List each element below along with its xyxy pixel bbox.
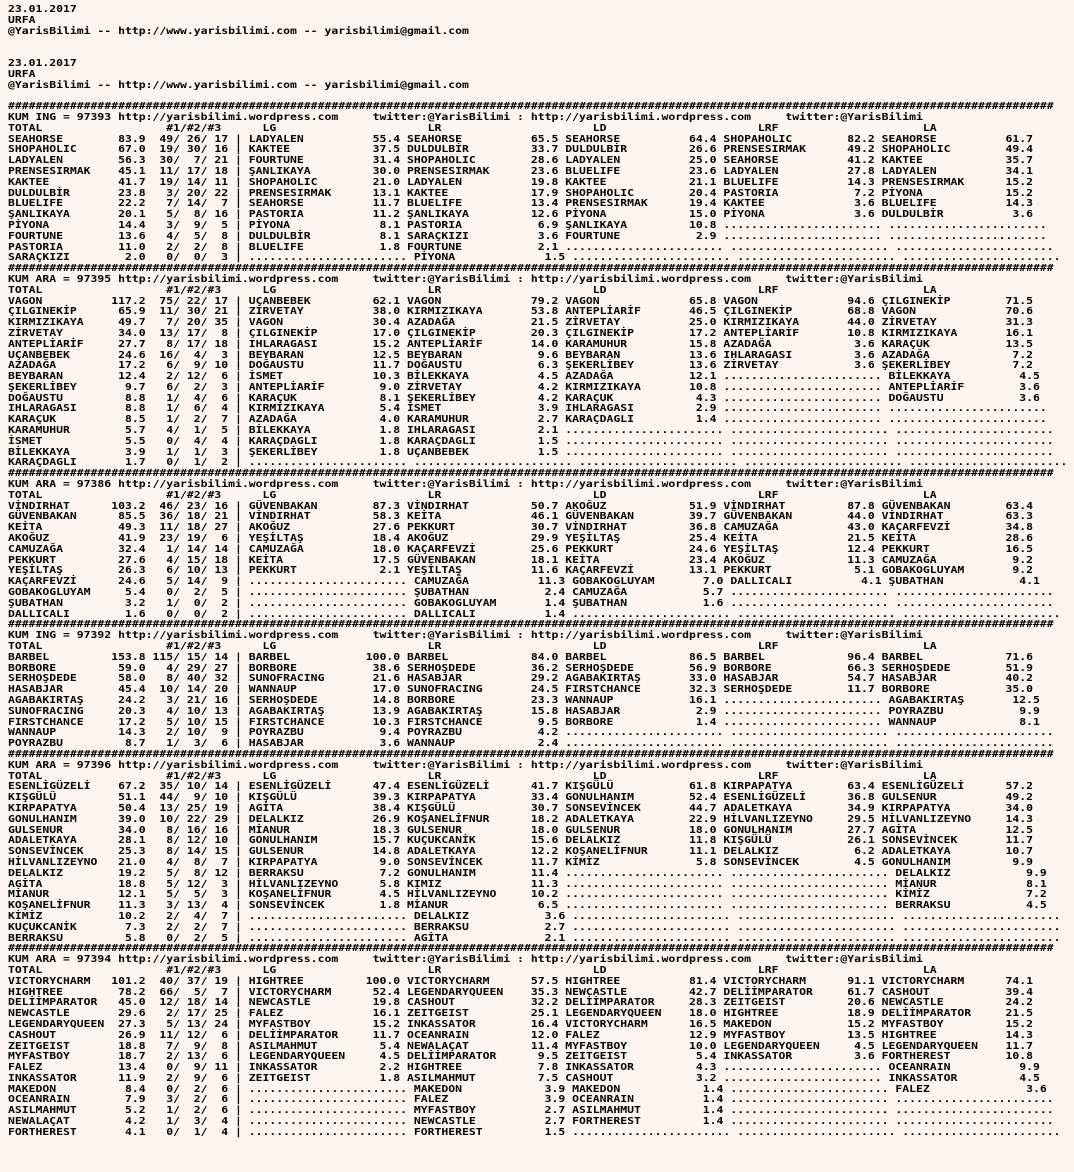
result-row: ASILMAHMUT 5.2 1/ 2/ 6 | ....................... MYFASTBOY 2.7 ASILMAHMUT 1.4 ....................... ....................... [8, 1105, 1054, 1117]
column-header-line: TOTAL #1/#2/#3 LG LR LD LRF LA [8, 964, 937, 976]
result-row: AGİTA 18.8 5/ 12/ 3 | HİLVANLIZEYNO 5.8 KIMIZ 11.3 ....................... ....................... MİANUR 8.1 [8, 878, 1047, 890]
result-row: DELİİMPARATOR 45.0 12/ 18/ 14 | NEWCASTLE 19.8 CASHOUT 32.2 DELİİMPARATOR 28.3 ZEITGEIST 20.6 NEWCASTLE 24.2 [8, 997, 1034, 1009]
result-row: AKOĞUZ 41.9 23/ 19/ 6 | YEŞİLTAŞ 18.4 AKOĞUZ 29.9 YEŞİLTAŞ 25.4 KEİTA 21.5 KEİTA 28.6 [8, 533, 1034, 545]
race-header-line: KUM ING = 97393 http://yarisbilimi.wordpress.com twitter:@YarisBilimi : http://yarisbilimi.wordpress.com twitter:@YarisBilimi [8, 111, 923, 123]
result-row: SONSEVİNCEK 25.3 8/ 14/ 15 | GULSENUR 14.8 ADALETKAYA 12.2 KOŞANELİFNUR 11.1 DELALKIZ 6.2 ADALETKAYA 10.7 [8, 846, 1034, 858]
result-row: SUNOFRACING 20.3 4/ 10/ 13 | AGABAKIRTAŞ 13.9 AGABAKIRTAŞ 15.8 HASABJAR 2.9 ....................... POYRAZBU 9.9 [8, 705, 1040, 717]
blank-line [8, 48, 1067, 59]
result-row: KARAMUHUR 5.7 4/ 1/ 5 | BİLEKKAYA 1.8 IHLARAGASI 2.1 ....................... ....................... ....................... [8, 425, 1054, 437]
result-row: HİLVANLIZEYNO 21.0 4/ 8/ 7 | KIRPAPATYA 9.0 SONSEVİNCEK 11.7 KİMİZ 5.8 SONSEVİNCEK 4.5 GONULHANIM 9.9 [8, 856, 1034, 868]
result-row: DULDULBİR 23.8 3/ 20/ 22 | PRENSESIRMAK 13.1 KAKTEE 17.9 SHOPAHOLIC 20.4 PASTORIA 7.2 PİYONA 15.2 [8, 187, 1034, 199]
result-row: ZİRVETAY 34.0 13/ 17/ 8 | ÇILGINEKİP 17.0 ÇILGINEKİP 20.3 ÇILGINEKİP 17.2 ANTEPLİARİF 10.8 KIRMIZIKAYA 16.1 [8, 327, 1034, 339]
result-row: GONULHANIM 39.0 10/ 22/ 29 | DELALKIZ 26.9 KOŞANELİFNUR 18.2 ADALETKAYA 22.9 HİLVANLIZEYNO 29.5 HİLVANLIZEYNO 14.3 [8, 813, 1034, 825]
result-row: PRENSESIRMAK 45.1 11/ 17/ 18 | ŞANLIKAYA 30.0 PRENSESIRMAK 23.6 BLUELIFE 23.6 LADYALEN 27.8 LADYALEN 34.1 [8, 165, 1034, 177]
result-row: PİYONA 14.4 3/ 9/ 5 | PİYONA 8.1 PASTORIA 6.9 ŞANLIKAYA 10.8 ....................... ....................... [8, 219, 1047, 231]
result-row: İSMET 5.5 0/ 4/ 4 | KARAÇDAGLI 1.8 KARAÇDAGLI 1.5 ....................... ....................... ....................... [8, 435, 1054, 447]
result-row: SARAÇKIZI 2.0 0/ 0/ 3 | ....................... PİYONA 1.5 ....................... ....................... ....................... [8, 252, 1061, 264]
result-row: VAGON 117.2 75/ 22/ 17 | UÇANBEBEK 62.1 VAGON 79.2 VAGON 65.8 VAGON 94.6 ÇILGINEKİP 71.5 [8, 295, 1034, 307]
result-row: CAMUZAĞA 32.4 1/ 14/ 14 | CAMUZAĞA 18.0 KAÇARFEVZİ 25.6 PEKKURT 24.6 YEŞİLTAŞ 12.4 PEKKURT 16.5 [8, 543, 1034, 555]
result-row: UÇANBEBEK 24.6 16/ 4/ 3 | BEYBARAN 12.5 BEYBARAN 9.6 BEYBARAN 13.6 IHLARAGASI 3.6 AZADAĞA 7.2 [8, 349, 1034, 361]
result-row: LEGENDARYQUEEN 27.3 5/ 13/ 24 | MYFASTBOY 15.2 INKASSATOR 16.4 VICTORYCHARM 16.5 MAKEDON 15.2 MYFASTBOY 15.2 [8, 1018, 1034, 1030]
result-row: AZADAĞA 17.2 6/ 9/ 10 | DOĞAUSTU 11.7 DOĞAUSTU 6.3 ŞEKERLİBEY 13.6 ZİRVETAY 3.6 ŞEKERLİBEY 7.2 [8, 360, 1034, 372]
result-row: IHLARAGASI 8.8 1/ 6/ 4 | KIRMIZIKAYA 5.4 İSMET 3.9 IHLARAGASI 2.9 ....................... ....................... [8, 403, 1047, 415]
result-row: HASABJAR 45.4 10/ 14/ 20 | WANNAUP 17.0 SUNOFRACING 24.5 FIRSTCHANCE 32.3 SERHOŞDEDE 11.7 BORBORE 35.0 [8, 684, 1034, 696]
race-header-line: KUM ING = 97392 http://yarisbilimi.wordpress.com twitter:@YarisBilimi : http://yarisbilimi.wordpress.com twitter:@YarisBilimi [8, 630, 923, 642]
result-row: AGABAKIRTAŞ 24.2 3/ 21/ 16 | SERHOŞDEDE 14.8 BORBORE 23.3 WANNAUP 16.1 ....................... AGABAKIRTAŞ 12.5 [8, 695, 1040, 706]
result-row: VİNDIRHAT 103.2 46/ 23/ 16 | GÜVENBAKAN 87.3 VİNDIRHAT 50.7 AKOĞUZ 51.9 VİNDIRHAT 87.8 GÜVENBAKAN 63.4 [8, 500, 1034, 512]
result-row: NEWCASTLE 29.6 2/ 17/ 25 | FALEZ 16.1 ZEITGEIST 25.1 LEGENDARYQUEEN 18.0 HIGHTREE 18.9 DELİİMPARATOR 21.5 [8, 1008, 1034, 1020]
result-row: ADALETKAYA 28.1 8/ 12/ 10 | GONULHANIM 15.7 KUÇUKCANİK 15.6 DELALKIZ 11.8 KIŞGÜLÜ 26.1 SONSEVİNCEK 11.7 [8, 835, 1034, 847]
report-header-line: @YarisBilimi -- http://www.yarisbilimi.com -- yarisbilimi@gmail.com [8, 25, 469, 37]
report-header-line: @YarisBilimi -- http://www.yarisbilimi.com -- yarisbilimi@gmail.com [8, 79, 469, 91]
result-row: BORBORE 59.0 4/ 29/ 27 | BORBORE 38.6 SERHOŞDEDE 36.2 SERHOŞDEDE 56.9 BORBORE 66.3 SERHOŞDEDE 51.9 [8, 662, 1034, 674]
result-row: KOŞANELİFNUR 11.3 3/ 13/ 4 | SONSEVİNCEK 1.8 MİANUR 6.5 ....................... ....................... BERRAKSU 4.5 [8, 900, 1047, 912]
result-row: DELALKIZ 19.2 5/ 8/ 12 | BERRAKSU 7.2 GONULHANIM 11.4 ....................... ....................... DELALKIZ 9.9 [8, 867, 1047, 879]
race-header-line: KUM ARA = 97395 http://yarisbilimi.wordpress.com twitter:@YarisBilimi : http://yarisbilimi.wordpress.com twitter:@YarisBilimi [8, 273, 923, 285]
race-header-line: KUM ARA = 97396 http://yarisbilimi.wordpress.com twitter:@YarisBilimi : http://yarisbilimi.wordpress.com twitter:@YarisBilimi [8, 759, 923, 771]
result-row: KIRPAPATYA 50.4 13/ 25/ 19 | AGİTA 38.4 KIŞGÜLÜ 30.7 SONSEVİNCEK 44.7 ADALETKAYA 34.9 KIRPAPATYA 34.0 [8, 802, 1034, 814]
report-date: 23.01.2017 [8, 4, 77, 15]
result-row: NEWALAÇAT 4.2 1/ 3/ 4 | ....................... NEWCASTLE 2.7 FORTHEREST 1.4 ....................... ....................... [8, 1116, 1054, 1128]
result-row: YEŞİLTAŞ 26.3 6/ 10/ 13 | PEKKURT 2.1 YEŞİLTAŞ 11.6 KAÇARFEVZİ 13.1 PEKKURT 5.1 GOBAKOGLUYAM 9.2 [8, 565, 1034, 577]
section-divider: ######################################################################################################################################################## [8, 619, 1054, 631]
section-divider: ######################################################################################################################################################## [8, 748, 1054, 760]
result-row: ANTEPLİARİF 27.7 8/ 17/ 18 | IHLARAGASI 15.2 ANTEPLİARİF 14.0 KARAMUHUR 15.8 AZADAĞA 3.6 KARAÇUK 13.5 [8, 338, 1034, 350]
result-row: GOBAKOGLUYAM 5.4 0/ 2/ 5 | ....................... ŞUBATHAN 2.4 CAMUZAĞA 5.7 ....................... ....................... [8, 587, 1054, 599]
result-row: ESENLİGÜZELİ 67.2 35/ 10/ 14 | ESENLİGÜZELİ 47.4 ESENLİGÜZELİ 41.7 KIŞGÜLÜ 61.8 KIRPAPATYA 63.4 ESENLİGÜZELİ 57.2 [8, 781, 1034, 793]
section-divider: ######################################################################################################################################################## [8, 468, 1054, 480]
result-row: SEAHORSE 83.9 49/ 26/ 17 | LADYALEN 55.4 SEAHORSE 65.5 SEAHORSE 64.4 SHOPAHOLIC 82.2 SEAHORSE 61.7 [8, 133, 1034, 145]
result-row: MİANUR 12.1 5/ 5/ 3 | KOŞANELİFNUR 4.5 HİLVANLIZEYNO 10.2 ....................... ....................... KİMİZ 7.2 [8, 889, 1047, 901]
result-row: KARAÇDAGLI 1.7 0/ 1/ 2 | ....................... ....................... ....................... ....................... ....................... [8, 457, 1068, 469]
result-row: KAÇARFEVZİ 24.6 5/ 14/ 9 | ....................... CAMUZAĞA 11.3 GOBAKOGLUYAM 7.0 DALLICALI 4.1 ŞUBATHAN 4.1 [8, 576, 1040, 588]
section-divider: ######################################################################################################################################################## [8, 943, 1054, 955]
column-header-line: TOTAL #1/#2/#3 LG LR LD LRF LA [8, 284, 937, 296]
race-header-line: KUM ARA = 97386 http://yarisbilimi.wordpress.com twitter:@YarisBilimi : http://yarisbilimi.wordpress.com twitter:@YarisBilimi [8, 479, 923, 491]
result-row: KAKTEE 41.7 19/ 14/ 11 | SHOPAHOLIC 21.0 LADYALEN 19.8 KAKTEE 21.1 BLUELIFE 14.3 PRENSESIRMAK 15.2 [8, 176, 1034, 188]
result-row: KARAÇUK 8.5 1/ 2/ 7 | AZADAĞA 4.0 KARAMUHUR 2.7 KARAÇDAGLI 1.4 ....................... ....................... [8, 414, 1047, 426]
result-row: ÇILGINEKİP 65.9 11/ 30/ 21 | ZİRVETAY 38.0 KIRMIZIKAYA 53.8 ANTEPLİARİF 46.5 ÇILGINEKİP 68.8 VAGON 70.6 [8, 306, 1034, 318]
column-header-line: TOTAL #1/#2/#3 LG LR LD LRF LA [8, 489, 937, 501]
result-row: MAKEDON 8.4 0/ 2/ 6 | ....................... MAKEDON 3.9 MAKEDON 1.4 ....................... FALEZ 3.6 [8, 1083, 1047, 1095]
race-header-line: KUM ARA = 97394 http://yarisbilimi.wordpress.com twitter:@YarisBilimi : http://yarisbilimi.wordpress.com twitter:@YarisBilimi [8, 954, 923, 966]
result-row: KIRMIZIKAYA 49.7 7/ 20/ 35 | VAGON 30.4 AZADAĞA 21.5 ZİRVETAY 25.0 KIRMIZIKAYA 44.0 ZİRVETAY 31.3 [8, 317, 1034, 329]
report-date: 23.01.2017 [8, 57, 77, 69]
result-row: KUÇUKCANİK 7.3 2/ 2/ 7 | ....................... BERRAKSU 2.7 ....................... ....................... ....................... [8, 921, 1061, 933]
result-row: HIGHTREE 78.2 66/ 5/ 7 | VICTORYCHARM 52.4 LEGENDARYQUEEN 35.3 NEWCASTLE 42.7 DELİİMPARATOR 61.7 CASHOUT 39.4 [8, 986, 1034, 998]
result-row: PEKKURT 27.6 4/ 15/ 18 | KEİTA 17.5 GÜVENBAKAN 18.1 KEİTA 23.4 AKOĞUZ 11.3 CAMUZAĞA 9.2 [8, 554, 1034, 566]
result-row: KİMİZ 10.2 2/ 4/ 7 | ....................... DELALKIZ 3.6 ....................... ....................... ....................... [8, 910, 1061, 922]
result-row: VICTORYCHARM 101.2 40/ 37/ 19 | HIGHTREE 100.0 VICTORYCHARM 57.5 HIGHTREE 81.4 VICTORYCHARM 91.1 VICTORYCHARM 74.1 [8, 975, 1034, 987]
result-row: ZEITGEIST 18.8 7/ 9/ 8 | ASILMAHMUT 5.4 NEWALAÇAT 11.4 MYFASTBOY 10.0 LEGENDARYQUEEN 4.5 LEGENDARYQUEEN 11.7 [8, 1040, 1034, 1052]
result-row: WANNAUP 14.3 2/ 10/ 9 | POYRAZBU 9.4 POYRAZBU 4.2 ....................... ....................... ....................... [8, 727, 1054, 739]
result-row: ŞEKERLİBEY 9.7 6/ 2/ 3 | ANTEPLİARİF 9.0 ZİRVETAY 4.2 KIRMIZIKAYA 10.8 ....................... ANTEPLİARİF 3.6 [8, 381, 1040, 393]
result-row: FIRSTCHANCE 17.2 5/ 10/ 15 | FIRSTCHANCE 10.3 FIRSTCHANCE 9.5 BORBORE 1.4 ....................... WANNAUP 8.1 [8, 716, 1040, 728]
result-row: FALEZ 13.4 0/ 9/ 11 | INKASSATOR 2.2 HIGHTREE 7.8 INKASSATOR 4.3 ....................... OCEANRAIN 9.9 [8, 1062, 1040, 1074]
result-row: ŞUBATHAN 3.2 1/ 0/ 2 | ....................... GOBAKOGLUYAM 1.4 ŞUBATHAN 1.6 ....................... ....................... [8, 597, 1054, 609]
column-header-line: TOTAL #1/#2/#3 LG LR LD LRF LA [8, 122, 937, 134]
result-row: FORTHEREST 4.1 0/ 1/ 4 | ....................... FORTHEREST 1.5 ....................... ....................... ....................... [8, 1126, 1061, 1138]
result-row: DOĞAUSTU 8.8 1/ 4/ 6 | KARAÇUK 8.1 ŞEKERLİBEY 4.2 KARAÇUK 4.3 ....................... DOĞAUSTU 3.6 [8, 392, 1040, 404]
section-divider: ######################################################################################################################################################## [8, 101, 1054, 113]
result-row: GÜVENBAKAN 85.5 36/ 18/ 21 | VİNDIRHAT 58.3 KEİTA 46.1 GÜVENBAKAN 39.7 GÜVENBAKAN 44.0 VİNDIRHAT 63.3 [8, 511, 1034, 523]
report-header-line: URFA [8, 14, 36, 26]
result-row: SERHOŞDEDE 58.0 8/ 40/ 32 | SUNOFRACING 21.6 HASABJAR 29.2 AGABAKIRTAŞ 33.0 HASABJAR 54.7 HASABJAR 40.2 [8, 673, 1034, 685]
result-row: INKASSATOR 11.9 2/ 9/ 6 | ZEITGEIST 1.8 ASILMAHMUT 7.5 CASHOUT 3.2 ....................... INKASSATOR 4.5 [8, 1072, 1040, 1084]
result-row: DALLICALI 1.6 0/ 0/ 2 | ....................... DALLICALI 1.4 ....................... ....................... ....................... [8, 608, 1061, 620]
result-row: BİLEKKAYA 3.9 1/ 1/ 3 | ŞEKERLİBEY 1.8 UÇANBEBEK 1.5 ....................... ....................... ....................... [8, 446, 1054, 458]
result-row: LADYALEN 56.3 30/ 7/ 21 | FOURTUNE 31.4 SHOPAHOLIC 28.6 LADYALEN 25.0 SEAHORSE 41.2 KAKTEE 35.7 [8, 155, 1034, 167]
result-row: MYFASTBOY 18.7 2/ 13/ 6 | LEGENDARYQUEEN 4.5 DELİİMPARATOR 9.5 ZEITGEIST 5.4 INKASSATOR 3.6 FORTHEREST 10.8 [8, 1051, 1034, 1063]
result-row: GULSENUR 34.0 8/ 16/ 16 | MİANUR 18.3 GULSENUR 18.0 GULSENUR 18.0 GONULHANIM 27.7 AGİTA 12.5 [8, 824, 1034, 836]
result-row: BERRAKSU 5.8 0/ 2/ 5 | ....................... AGİTA 2.1 ....................... ....................... ....................... [8, 932, 1061, 944]
result-row: SHOPAHOLIC 67.0 19/ 30/ 16 | KAKTEE 37.5 DULDULBİR 33.7 DULDULBİR 26.6 PRENSESIRMAK 49.2 SHOPAHOLIC 49.4 [8, 144, 1034, 156]
result-row: ŞANLIKAYA 20.1 5/ 8/ 16 | PASTORIA 11.2 ŞANLIKAYA 12.6 PİYONA 15.0 PİYONA 3.6 DULDULBİR 3.6 [8, 209, 1034, 221]
result-row: BARBEL 153.8 115/ 15/ 14 | BARBEL 100.0 BARBEL 84.0 BARBEL 86.5 BARBEL 96.4 BARBEL 71.6 [8, 651, 1034, 663]
result-row: KIŞGÜLÜ 51.1 44/ 9/ 10 | KIŞGÜLÜ 39.3 KIRPAPATYA 33.4 GONULHANIM 52.4 ESENLİGÜZELİ 36.8 GULSENUR 49.2 [8, 792, 1034, 804]
result-row: FOURTUNE 13.6 4/ 5/ 8 | DULDULBİR 8.1 SARAÇKIZI 3.6 FOURTUNE 2.9 ....................... ....................... [8, 230, 1047, 242]
result-row: KEİTA 49.3 11/ 18/ 27 | AKOĞUZ 27.6 PEKKURT 30.7 VİNDIRHAT 36.8 CAMUZAĞA 43.0 KAÇARFEVZİ 34.8 [8, 522, 1034, 534]
race-report-document [8, 5, 1067, 1139]
result-row: BLUELIFE 22.2 7/ 14/ 7 | SEAHORSE 11.7 BLUELIFE 13.4 PRENSESIRMAK 19.4 KAKTEE 3.6 BLUELIFE 14.3 [8, 198, 1034, 210]
result-row: CASHOUT 26.9 11/ 12/ 6 | DELİİMPARATOR 11.7 OCEANRAIN 12.0 FALEZ 12.9 MYFASTBOY 13.5 HIGHTREE 14.3 [8, 1029, 1034, 1041]
result-row: PASTORIA 11.0 2/ 2/ 8 | BLUELIFE 1.8 FOURTUNE 2.1 ....................... ....................... ....................... [8, 241, 1054, 253]
column-header-line: TOTAL #1/#2/#3 LG LR LD LRF LA [8, 770, 937, 782]
result-row: POYRAZBU 8.7 1/ 3/ 6 | HASABJAR 3.6 WANNAUP 2.4 ....................... ....................... ....................... [8, 738, 1054, 750]
column-header-line: TOTAL #1/#2/#3 LG LR LD LRF LA [8, 641, 937, 653]
section-divider: ######################################################################################################################################################## [8, 263, 1054, 275]
result-row: BEYBARAN 12.4 2/ 12/ 6 | İSMET 10.3 BİLEKKAYA 4.5 AZADAĞA 12.1 ....................... BİLEKKAYA 4.5 [8, 371, 1040, 383]
blank-line [8, 37, 1067, 48]
result-row: OCEANRAIN 7.9 3/ 2/ 6 | ....................... FALEZ 3.9 OCEANRAIN 1.4 ....................... ....................... [8, 1094, 1054, 1106]
report-header-line: URFA [8, 68, 36, 80]
